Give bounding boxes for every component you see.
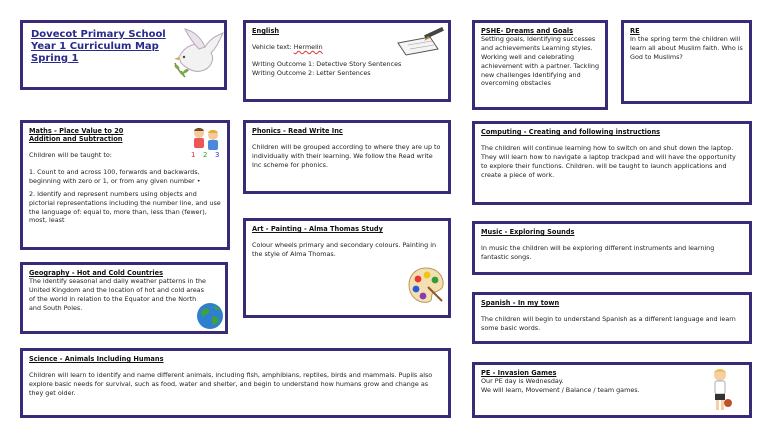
children-icon — [189, 125, 223, 159]
vehicle-title: Hermelin — [293, 43, 323, 52]
english-box — [243, 20, 451, 102]
art-box — [243, 218, 451, 318]
pen-icon — [394, 27, 448, 57]
maths-box — [20, 120, 230, 250]
spanish-heading: Spanish - In my town — [481, 299, 560, 307]
writing-outcome-2: Writing Outcome 2: Letter Sentences — [252, 68, 371, 77]
pe-day: Our PE day is Wednesday. — [481, 377, 564, 386]
phonics-body: Children will be grouped according to where they are up to individually with their learning. We follow the Read write Inc scheme for phonics. — [252, 143, 441, 169]
computing-body: The children will continue learning how to switch on and shut down the laptop. They will learn how to navigate a laptop trackpad and will have the opportunity to explore their functions. Children. will be taught to launch applications and create a piece of work. — [481, 144, 736, 179]
art-heading: Art - Painting - Alma Thomas Study — [252, 225, 383, 233]
title-box — [20, 20, 227, 90]
svg-text:3: 3 — [215, 151, 220, 159]
science-body: Children will learn to identify and name different animals, including fish, amphibians, reptiles, birds and mammals. Pupils also explore basic needs for survival, such as food, water and shelter, and begin to understand how humans grow and change as they get older. — [29, 371, 433, 397]
computing-heading: Computing - Creating and following instructions — [481, 128, 661, 136]
maths-heading: Maths - Place Value to 20 — [29, 127, 124, 135]
spanish-body: The children will begin to understand Spanish as a different language and learn some basic words. — [481, 315, 736, 333]
svg-text:2: 2 — [203, 151, 208, 159]
maths-point-2: 2. Identify and represent numbers using objects and pictorial representations including the number line, and use the language of: equal to, more than, less than (fewer), most, least — [29, 189, 221, 225]
pshe-body: Setting goals, Identifying successes and achievements Learning styles. Working well and celebrating achievement with a partner. Tackling new challenges Identifying and overcoming obstacles — [481, 35, 600, 88]
pshe-box — [472, 20, 608, 110]
art-body: Colour wheels primary and secondary colours. Painting in the style of Alma Thomas. — [252, 241, 437, 259]
globe-icon — [195, 301, 225, 331]
re-heading: RE — [630, 27, 640, 35]
geography-heading: Geography - Hot and Cold Countries — [29, 269, 163, 277]
phonics-heading: Phonics - Read Write Inc — [252, 127, 343, 135]
science-box — [20, 348, 451, 418]
writing-outcome-1: Writing Outcome 1: Detective Story Sentences — [252, 60, 402, 69]
re-body: In the spring term the children will learn all about Muslim faith. Who is God to Muslims? — [630, 35, 743, 61]
phonics-box — [243, 120, 451, 194]
school-name: Dovecot Primary School — [31, 29, 166, 40]
pe-box — [472, 362, 752, 418]
dove-icon — [171, 27, 225, 83]
boy-icon — [707, 367, 733, 413]
curriculum-title: Year 1 Curriculum Map — [31, 41, 159, 52]
music-box — [472, 221, 752, 275]
science-heading: Science - Animals Including Humans — [29, 355, 164, 363]
palette-icon — [406, 265, 446, 305]
music-heading: Music - Exploring Sounds — [481, 228, 575, 236]
pshe-heading: PSHE- Dreams and Goals — [481, 27, 574, 35]
pe-activities: We will learn, Movement / Balance / team games. — [481, 386, 640, 395]
maths-subheading: Addition and Subtraction — [29, 135, 123, 144]
pe-heading: PE - Invasion Games — [481, 369, 557, 377]
computing-box — [472, 121, 752, 205]
geography-body: The identify seasonal and daily weather patterns in the United Kingdom and the location of hot and cold areas of the world in relation to the Equator and the North and South Poles. — [29, 277, 206, 312]
maths-intro: Children will be taught to: — [29, 151, 112, 160]
music-body: In music the children will be exploring different instruments and learning fantastic songs. — [481, 244, 715, 262]
term-title: Spring 1 — [31, 53, 79, 64]
vehicle-label: Vehicle text: — [252, 43, 294, 52]
maths-point-1: 1. Count to and across 100, forwards and backwards, beginning with zero or 1, or from any given number • — [29, 168, 201, 186]
re-box — [621, 20, 752, 104]
geography-box — [20, 262, 228, 334]
spanish-box — [472, 292, 752, 344]
svg-text:1: 1 — [191, 151, 196, 159]
english-heading: English — [252, 27, 280, 35]
